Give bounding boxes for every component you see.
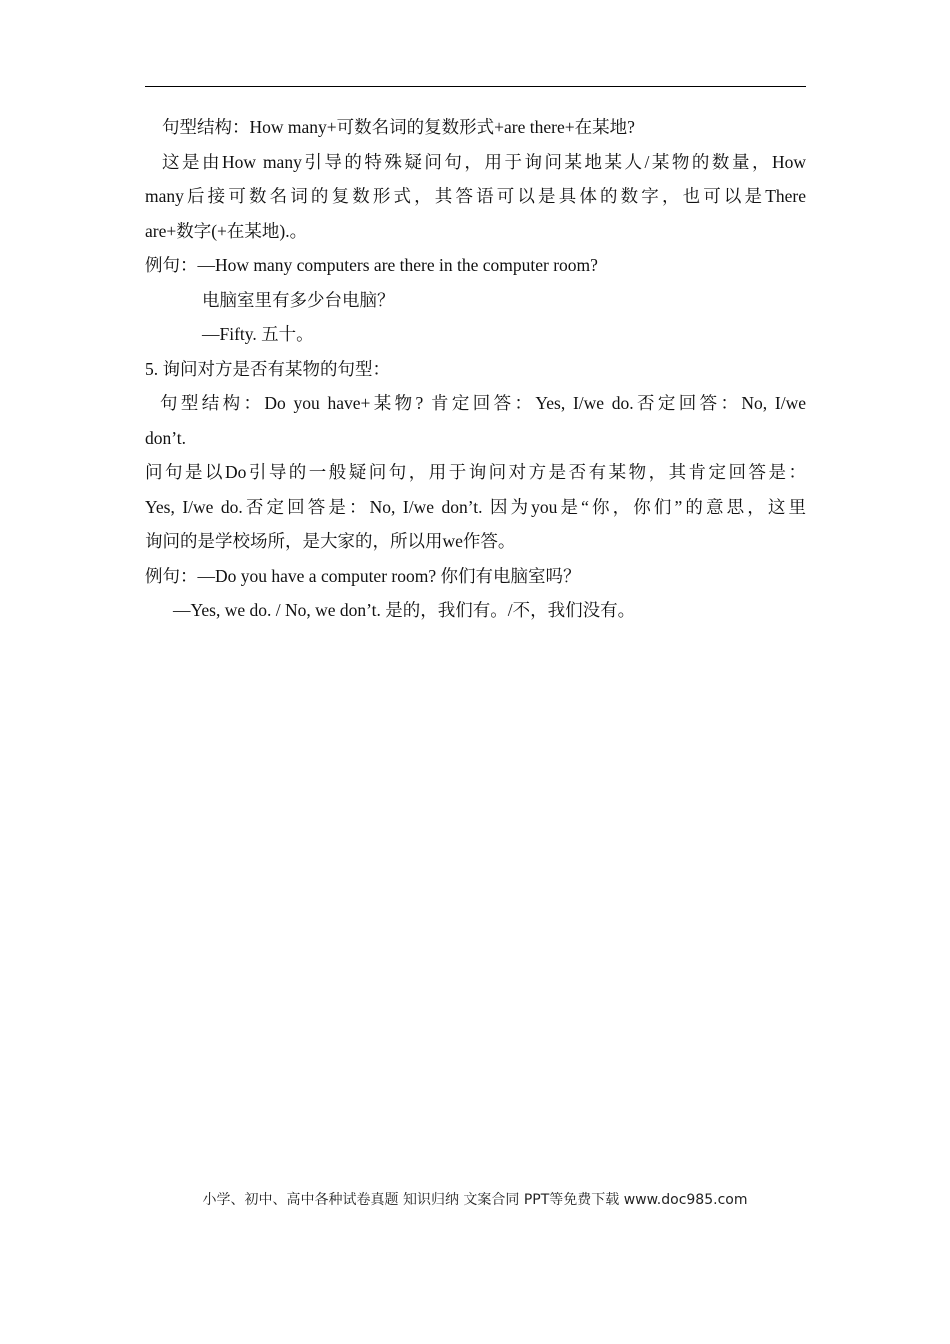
example-2-answer: —Yes, we do. / No, we don’t. 是的，我们有。/不，我们没有。 [173,600,636,620]
example-question: 例句：—How many computers are there in the computer room? [145,255,598,275]
explanation-line-1: 这是由How many引导的特殊疑问句，用于询问某地某人/某物的数量，How [162,151,806,172]
sentence-structure-line-2: 句型结构：Do you have+某物? 肯定回答：Yes, I/we do.否定回答：No, I/we [160,393,806,413]
explanation-2-line-2: Yes, I/we do.否定回答是：No, I/we don’t. 因为you是“你，你们”的意思，这里 [145,496,806,517]
example-2-question: 例句：—Do you have a computer room? 你们有电脑室吗？ [145,565,581,586]
section-heading-5: 5. 询问对方是否有某物的句型： [145,358,390,379]
example-translation: 电脑室里有多少台电脑？ [202,289,395,310]
footer-text: 小学、初中、高中各种试卷真题 知识归纳 文案合同 PPT等免费下载 www.doc985.com [202,1192,748,1208]
explanation-line-3: are+数字(+在某地).。 [145,220,308,241]
sentence-structure-line: 句型结构：How many+可数名词的复数形式+are there+在某地? [162,117,635,137]
sentence-structure-line-2-cont: don’t. [145,427,186,448]
document-body [145,110,806,628]
explanation-line-2: many后接可数名词的复数形式，其答语可以是具体的数字，也可以是There [145,186,806,206]
header-rule [145,86,806,87]
example-answer: —Fifty. 五十。 [202,324,314,344]
explanation-2-line-3: 询问的是学校场所，是大家的，所以用we作答。 [145,531,516,551]
explanation-2-line-1: 问句是以Do引导的一般疑问句，用于询问对方是否有某物，其肯定回答是： [145,462,806,482]
